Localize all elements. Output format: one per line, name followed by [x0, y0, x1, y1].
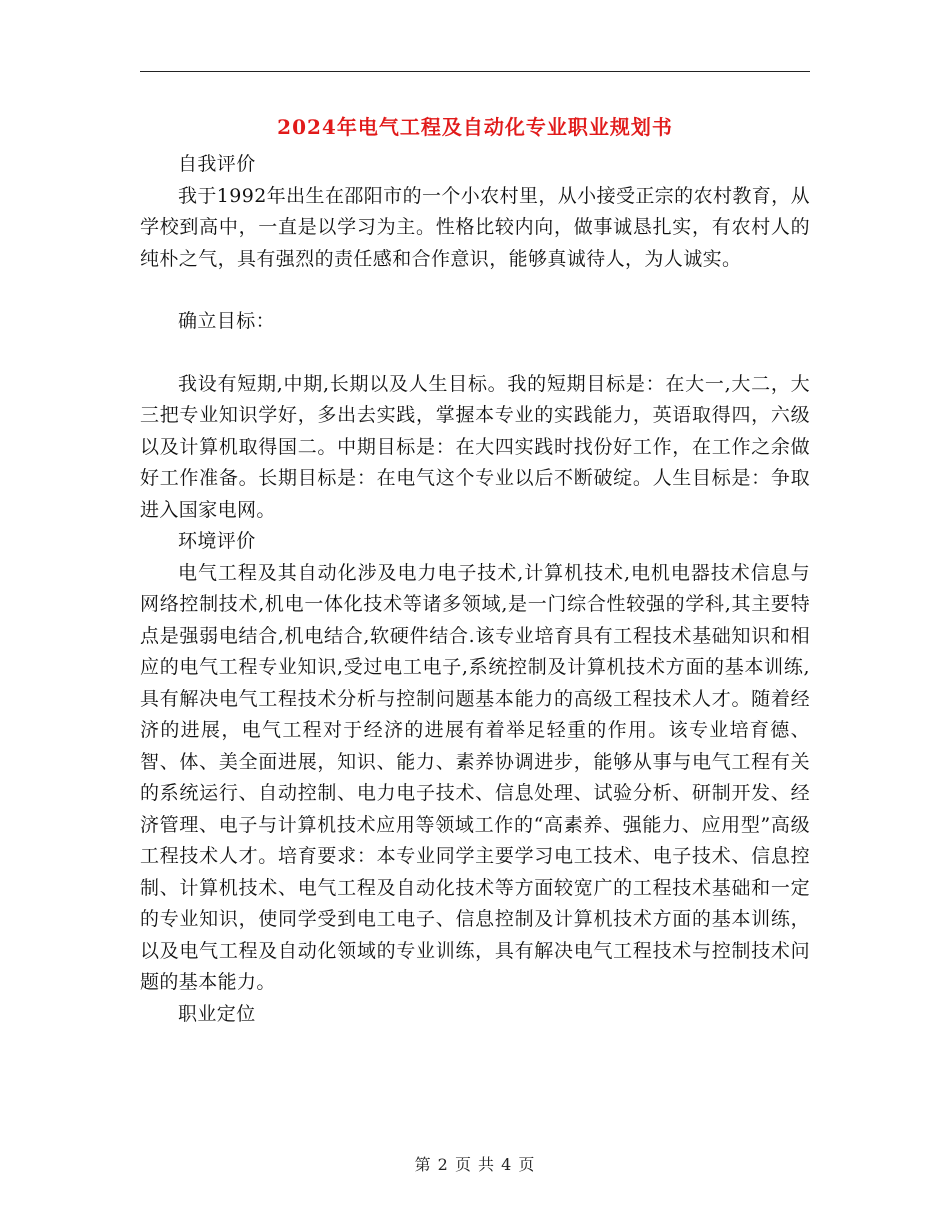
document-title: 2024年电气工程及自动化专业职业规划书: [277, 115, 673, 139]
page-number-footer: 第 2 页 共 4 页: [414, 1155, 536, 1174]
paragraph-goals: 我设有短期,中期,长期以及人生目标。我的短期目标是：在大一,大二，大三把专业知识学好，多出去实践，掌握本专业的实践能力，英语取得四，六级以及计算机取得国二。中期目标是：在大四实践时找份好工作，在工作之余做好工作准备。长期目标是：在电气这个专业以后不断破绽。人生目标是：争取进入国家电网。: [140, 372, 810, 521]
paragraph-self-evaluation: 我于1992年出生在邵阳市的一个小农村里，从小接受正宗的农村教育，从学校到高中，一直是以学习为主。性格比较内向，做事诚恳扎实，有农村人的纯朴之气，具有强烈的责任感和合作意识，能够真诚待人，为人诚实。: [140, 184, 810, 270]
section-heading-career: 职业定位: [178, 1002, 256, 1025]
document-body: [140, 149, 810, 1030]
header-rule: [140, 71, 810, 72]
section-heading-self-evaluation: 自我评价: [178, 153, 256, 175]
paragraph-environment: 电气工程及其自动化涉及电力电子技术,计算机技术,电机电器技术信息与网络控制技术,机电一体化技术等诸多领域,是一门综合性较强的学科,其主要特点是强弱电结合,机电结合,软硬件结合.该专业培育具有工程技术基础知识和相应的电气工程专业知识,受过电工电子,系统控制及计算机技术方面的基本训练,具有解决电气工程技术分析与控制问题基本能力的高级工程技术人才。随着经济的进展，电气工程对于经济的进展有着举足轻重的作用。该专业培育德、智、体、美全面进展，知识、能力、素养协调进步，能够从事与电气工程有关的系统运行、自动控制、电力电子技术、信息处理、试验分析、研制开发、经济管理、电子与计算机技术应用等领域工作的“高素养、强能力、应用型”高级工程技术人才。培育要求：本专业同学主要学习电工技术、电子技术、信息控制、计算机技术、电气工程及自动化技术等方面较宽广的工程技术基础和一定的专业知识，使同学受到电工电子、信息控制及计算机技术方面的基本训练，以及电气工程及自动化领域的专业训练，具有解决电气工程技术与控制技术问题的基本能力。: [140, 561, 810, 993]
section-heading-environment: 环境评价: [178, 530, 256, 552]
section-heading-goals: 确立目标：: [178, 310, 276, 332]
